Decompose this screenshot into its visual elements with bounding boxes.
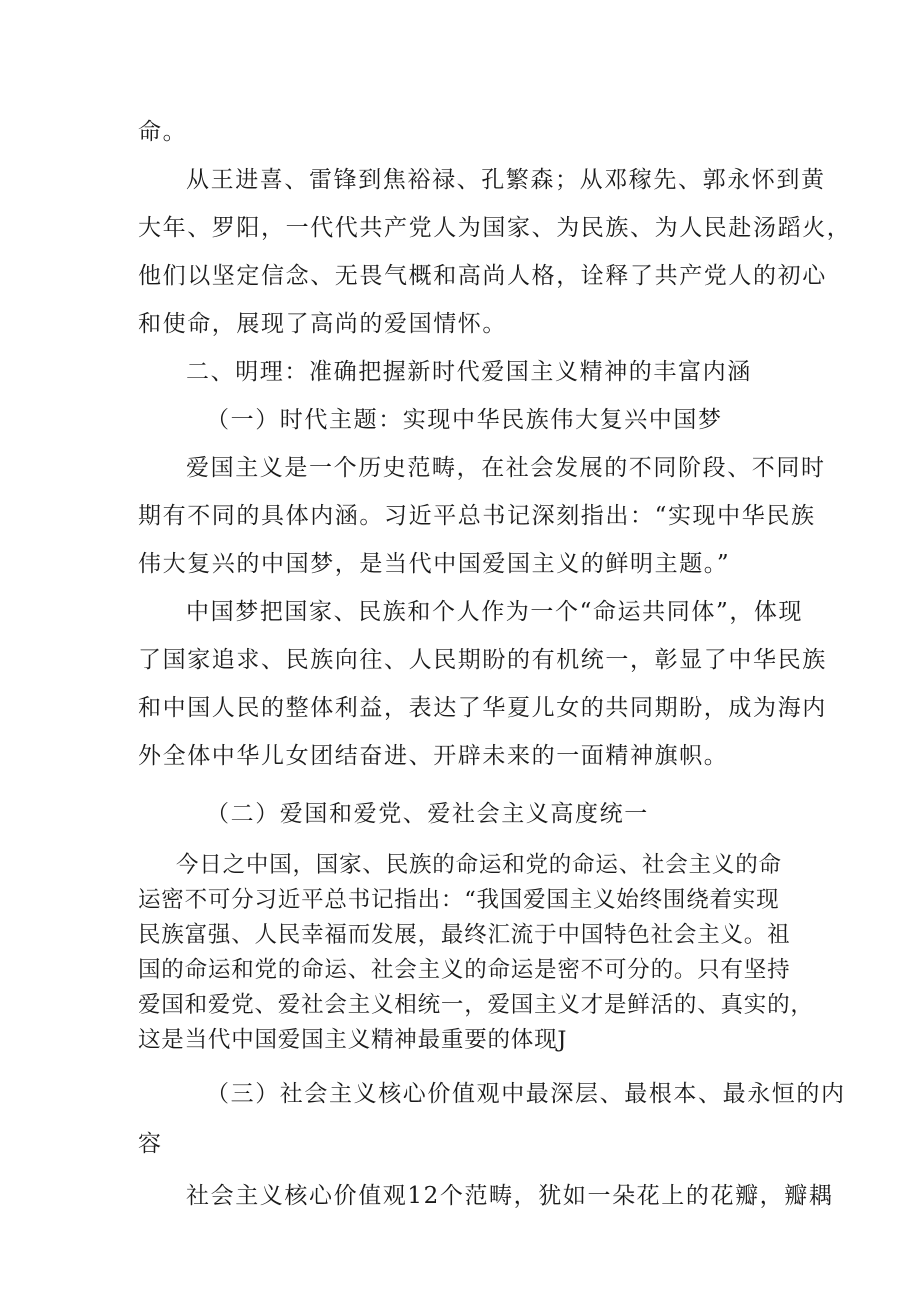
text-line: 爱国和爱党、爱社会主义相统一，爱国主义才是鲜活的、真实的，: [138, 992, 814, 1018]
text-line: 了国家追求、民族向往、人民期盼的有机统一，彰显了中华民族: [138, 647, 827, 673]
text-line: 民族富强、人民幸福而发展，最终汇流于中国特色社会主义。祖: [138, 922, 791, 948]
text-line: 中国梦把国家、民族和个人作为一个“命运共同体”，体现: [186, 599, 804, 625]
text-line: 今日之中国，国家、民族的命运和党的命运、社会主义的命: [176, 852, 782, 878]
subsection-heading: （三）社会主义核心价值观中最深层、最根本、最永恒的内: [206, 1081, 846, 1107]
text-line: 从王进喜、雷锋到焦裕禄、孔繁森；从邓稼先、郭永怀到黄: [186, 167, 826, 193]
subsection-heading: （二）爱国和爱党、爱社会主义高度统一: [206, 801, 649, 827]
text-line: 这是当代中国爱国主义精神最重要的体现J: [138, 1027, 568, 1053]
text-line: 容: [138, 1131, 163, 1157]
text-line: 国的命运和党的命运、社会主义的命运是密不可分的。只有坚持: [138, 957, 791, 983]
section-heading: 二、明理：准确把握新时代爱国主义精神的丰富内涵: [186, 359, 752, 385]
text-line: 和使命，展现了高尚的爱国情怀。: [138, 311, 507, 337]
text-line: 命。: [138, 119, 188, 145]
text-line: 爱国主义是一个历史范畴，在社会发展的不同阶段、不同时: [186, 455, 826, 481]
text-line: 社会主义核心价值观12个范畴，犹如一朵花上的花瓣，瓣耦: [186, 1183, 834, 1209]
subsection-heading: （一）时代主题：实现中华民族伟大复兴中国梦: [206, 407, 723, 433]
text-line: 他们以坚定信念、无畏气概和高尚人格，诠释了共产党人的初心: [138, 263, 827, 289]
text-line: 大年、罗阳，一代代共产党人为国家、为民族、为人民赴汤蹈火，: [138, 215, 852, 241]
text-line: 运密不可分习近平总书记指出：“我国爱国主义始终围绕着实现: [138, 887, 780, 913]
text-line: 期有不同的具体内涵。习近平总书记深刻指出：“实现中华民族: [138, 503, 816, 529]
text-line: 外全体中华儿女团结奋进、开辟未来的一面精神旗帜。: [138, 743, 729, 769]
text-line: 和中国人民的整体利益，表达了华夏儿女的共同期盼，成为海内: [138, 695, 827, 721]
text-line: 伟大复兴的中国梦，是当代中国爱国主义的鲜明主题。”: [138, 551, 731, 577]
